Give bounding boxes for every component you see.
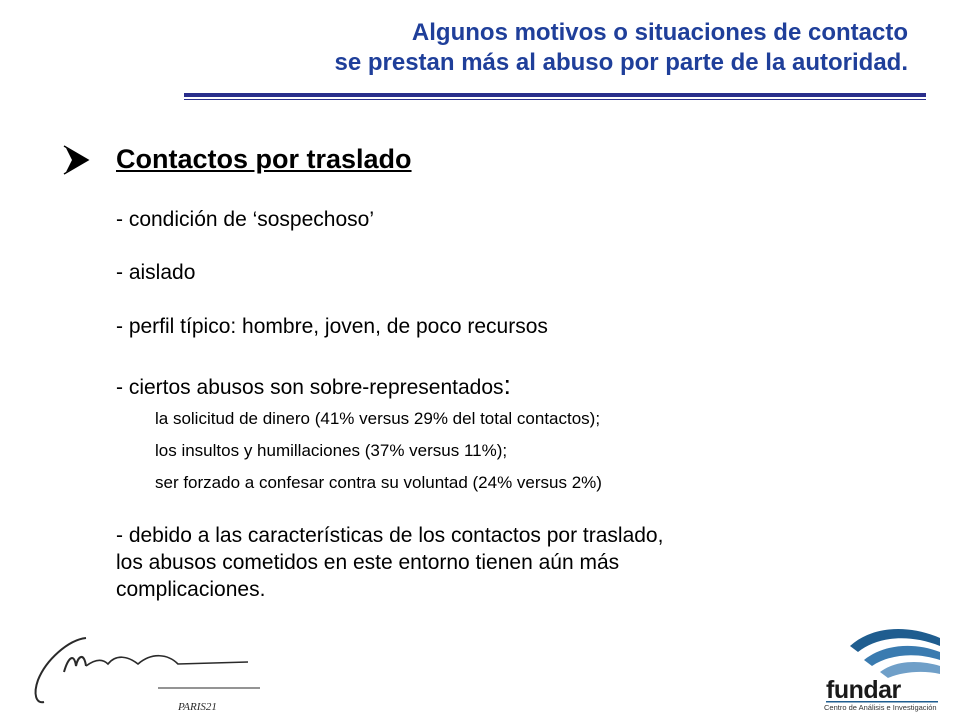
fundar-subtitle: Centro de Análisis e Investigación — [824, 703, 937, 712]
conclusion-line-3: complicaciones. — [116, 578, 266, 601]
abuso-item-insultos: los insultos y humillaciones (37% versus 11%); — [155, 441, 508, 460]
conclusion-paragraph — [116, 522, 856, 603]
title-rule-thick — [184, 93, 926, 97]
bullet-abusos — [116, 370, 511, 401]
arrow-bullet-icon — [62, 145, 92, 175]
bullet-aislado: - aislado — [116, 261, 196, 284]
fundar-logo-text: fundar — [826, 676, 901, 704]
abuso-item-confesar: ser forzado a confesar contra su voluntad (24% versus 2%) — [155, 473, 602, 492]
abusos-colon: : — [503, 370, 512, 400]
title-rule-thin — [184, 99, 926, 100]
bullet-sospechoso: - condición de ‘sospechoso’ — [116, 208, 374, 231]
abuso-item-dinero: la solicitud de dinero (41% versus 29% del total contactos); — [155, 409, 601, 428]
metagora-logo — [28, 630, 273, 720]
title-line-2: se prestan más al abuso por parte de la autoridad. — [334, 49, 908, 76]
conclusion-line-1: - debido a las características de los contactos por traslado, — [116, 524, 664, 547]
section-heading — [62, 144, 412, 175]
title-line-1: Algunos motivos o situaciones de contacto — [411, 19, 908, 46]
conclusion-line-2: los abusos cometidos en este entorno tienen aún más — [116, 551, 620, 574]
abusos-intro: - ciertos abusos son sobre-representados — [116, 376, 504, 399]
slide-title — [334, 18, 908, 78]
metagora-sub-text: PARIS21 — [178, 701, 217, 713]
bullet-perfil: - perfil típico: hombre, joven, de poco recursos — [116, 315, 548, 338]
heading-text: Contactos por traslado — [116, 144, 412, 174]
